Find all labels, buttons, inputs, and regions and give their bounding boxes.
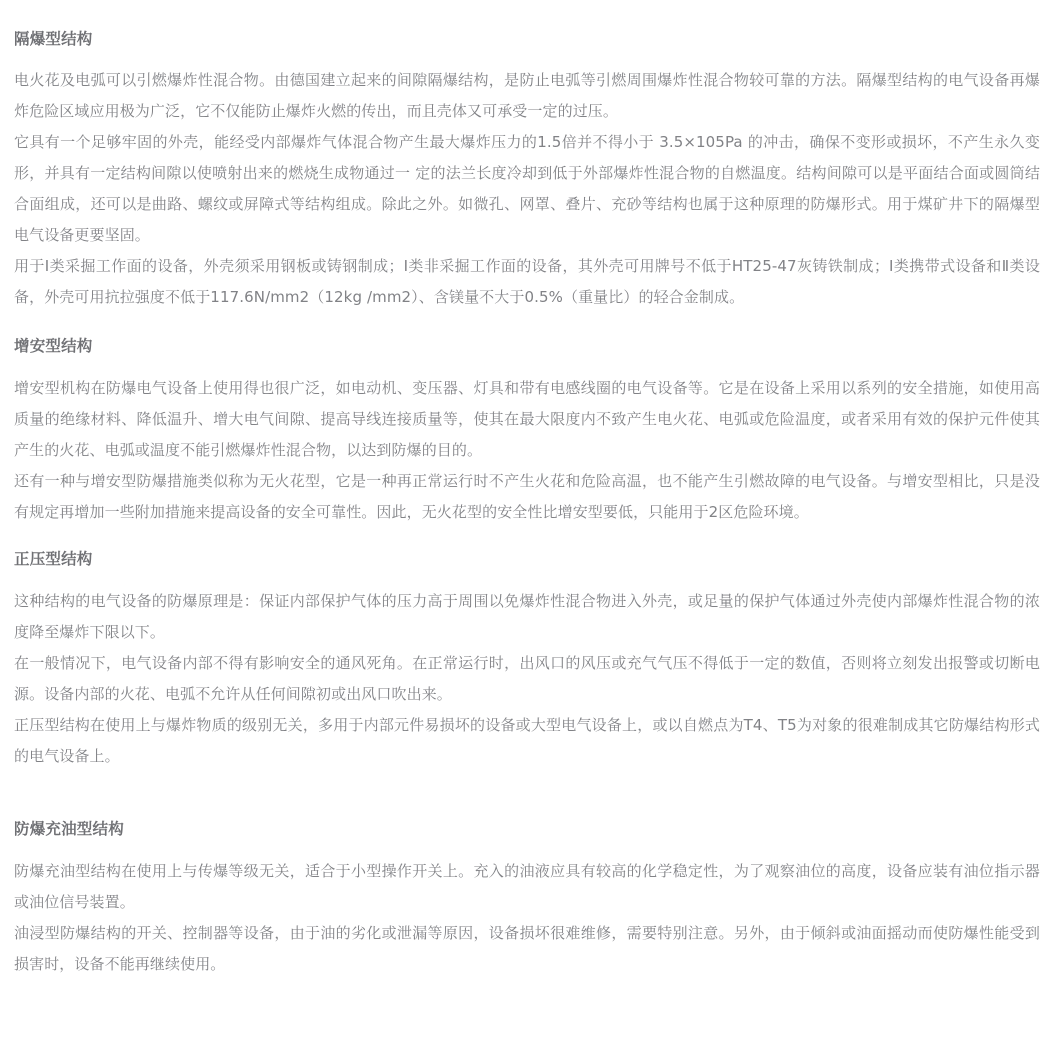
paragraph: 用于I类采掘工作面的设备，外壳须采用钢板或铸钢制成；I类非采掘工作面的设备，其外壳可用牌号不低于HT25-47灰铸铁制成；I类携带式设备和Ⅱ类设备，外壳可用抗拉强度不低于117.6N/mm2（12kg /mm2）、含镁量不大于0.5%（重量比）的轻合金制成。 [14,257,1040,306]
paragraph: 防爆充油型结构在使用上与传爆等级无关，适合于小型操作开关上。充入的油液应具有较高的化学稳定性，为了观察油位的高度，设备应装有油位指示器或油位信号装置。 [14,862,1040,911]
paragraph: 正压型结构在使用上与爆炸物质的级别无关，多用于内部元件易损坏的设备或大型电气设备上，或以自燃点为T4、T5为对象的很难制成其它防爆结构形式的电气设备上。 [14,716,1040,765]
document-section-increased-safety [14,333,1040,528]
paragraph: 电火花及电弧可以引燃爆炸性混合物。由德国建立起来的间隙隔爆结构，是防止电弧等引燃周围爆炸性混合物较可靠的方法。隔爆型结构的电气设备再爆炸危险区域应用极为广泛，它不仅能防止爆炸火燃的传出，而且壳体又可承受一定的过压。 [14,71,1040,120]
paragraph: 在一般情况下，电气设备内部不得有影响安全的通风死角。在正常运行时，出风口的风压或充气气压不得低于一定的数值，否则将立刻发出报警或切断电源。设备内部的火花、电弧不允许从任何间隙初或出风口吹出来。 [14,654,1040,703]
paragraph: 它具有一个足够牢固的外壳，能经受内部爆炸气体混合物产生最大爆炸压力的1.5倍并不得小于 3.5×105Pa 的冲击，确保不变形或损坏，不产生永久变形，并具有一定结构间隙以使喷射出来的燃烧生成物通过一 定的法兰长度冷却到低于外部爆炸性混合物的自燃温度。结构间隙可以是平面结合面或圆筒结合面组成，还可以是曲路、螺纹或屏障式等结构组成。除此之外。如微孔、网罩、叠片、充砂等结构也属于这种原理的防爆形式。用于煤矿井下的隔爆型电气设备更要坚固。 [14,133,1040,244]
section-heading: 防爆充油型结构 [14,820,124,838]
paragraph: 油浸型防爆结构的开关、控制器等设备，由于油的劣化或泄漏等原因，设备损坏很难维修，需要特别注意。另外，由于倾斜或油面摇动而使防爆性能受到损害时，设备不能再继续使用。 [14,924,1040,973]
section-heading: 增安型结构 [14,337,93,355]
paragraph: 增安型机构在防爆电气设备上使用得也很广泛，如电动机、变压器、灯具和带有电感线圈的电气设备等。它是在设备上采用以系列的安全措施，如使用高质量的绝缘材料、降低温升、增大电气间隙、提高导线连接质量等，使其在最大限度内不致产生电火花、电弧或危险温度，或者采用有效的保护元件使其产生的火花、电弧或温度不能引燃爆炸性混合物，以达到防爆的目的。 [14,379,1040,459]
document-section-pressurized [14,546,1040,772]
document-section-explosion-proof [14,26,1040,313]
section-heading: 隔爆型结构 [14,30,93,48]
section-heading: 正压型结构 [14,550,93,568]
paragraph: 这种结构的电气设备的防爆原理是：保证内部保护气体的压力高于周围以免爆炸性混合物进入外壳，或足量的保护气体通过外壳使内部爆炸性混合物的浓度降至爆炸下限以下。 [14,592,1040,641]
document-section-oil-filled [14,816,1040,980]
paragraph: 还有一种与增安型防爆措施类似称为无火花型，它是一种再正常运行时不产生火花和危险高温，也不能产生引燃故障的电气设备。与增安型相比，只是没有规定再增加一些附加措施来提高设备的安全可靠性。因此，无火花型的安全性比增安型要低，只能用于2区危险环境。 [14,472,1040,521]
